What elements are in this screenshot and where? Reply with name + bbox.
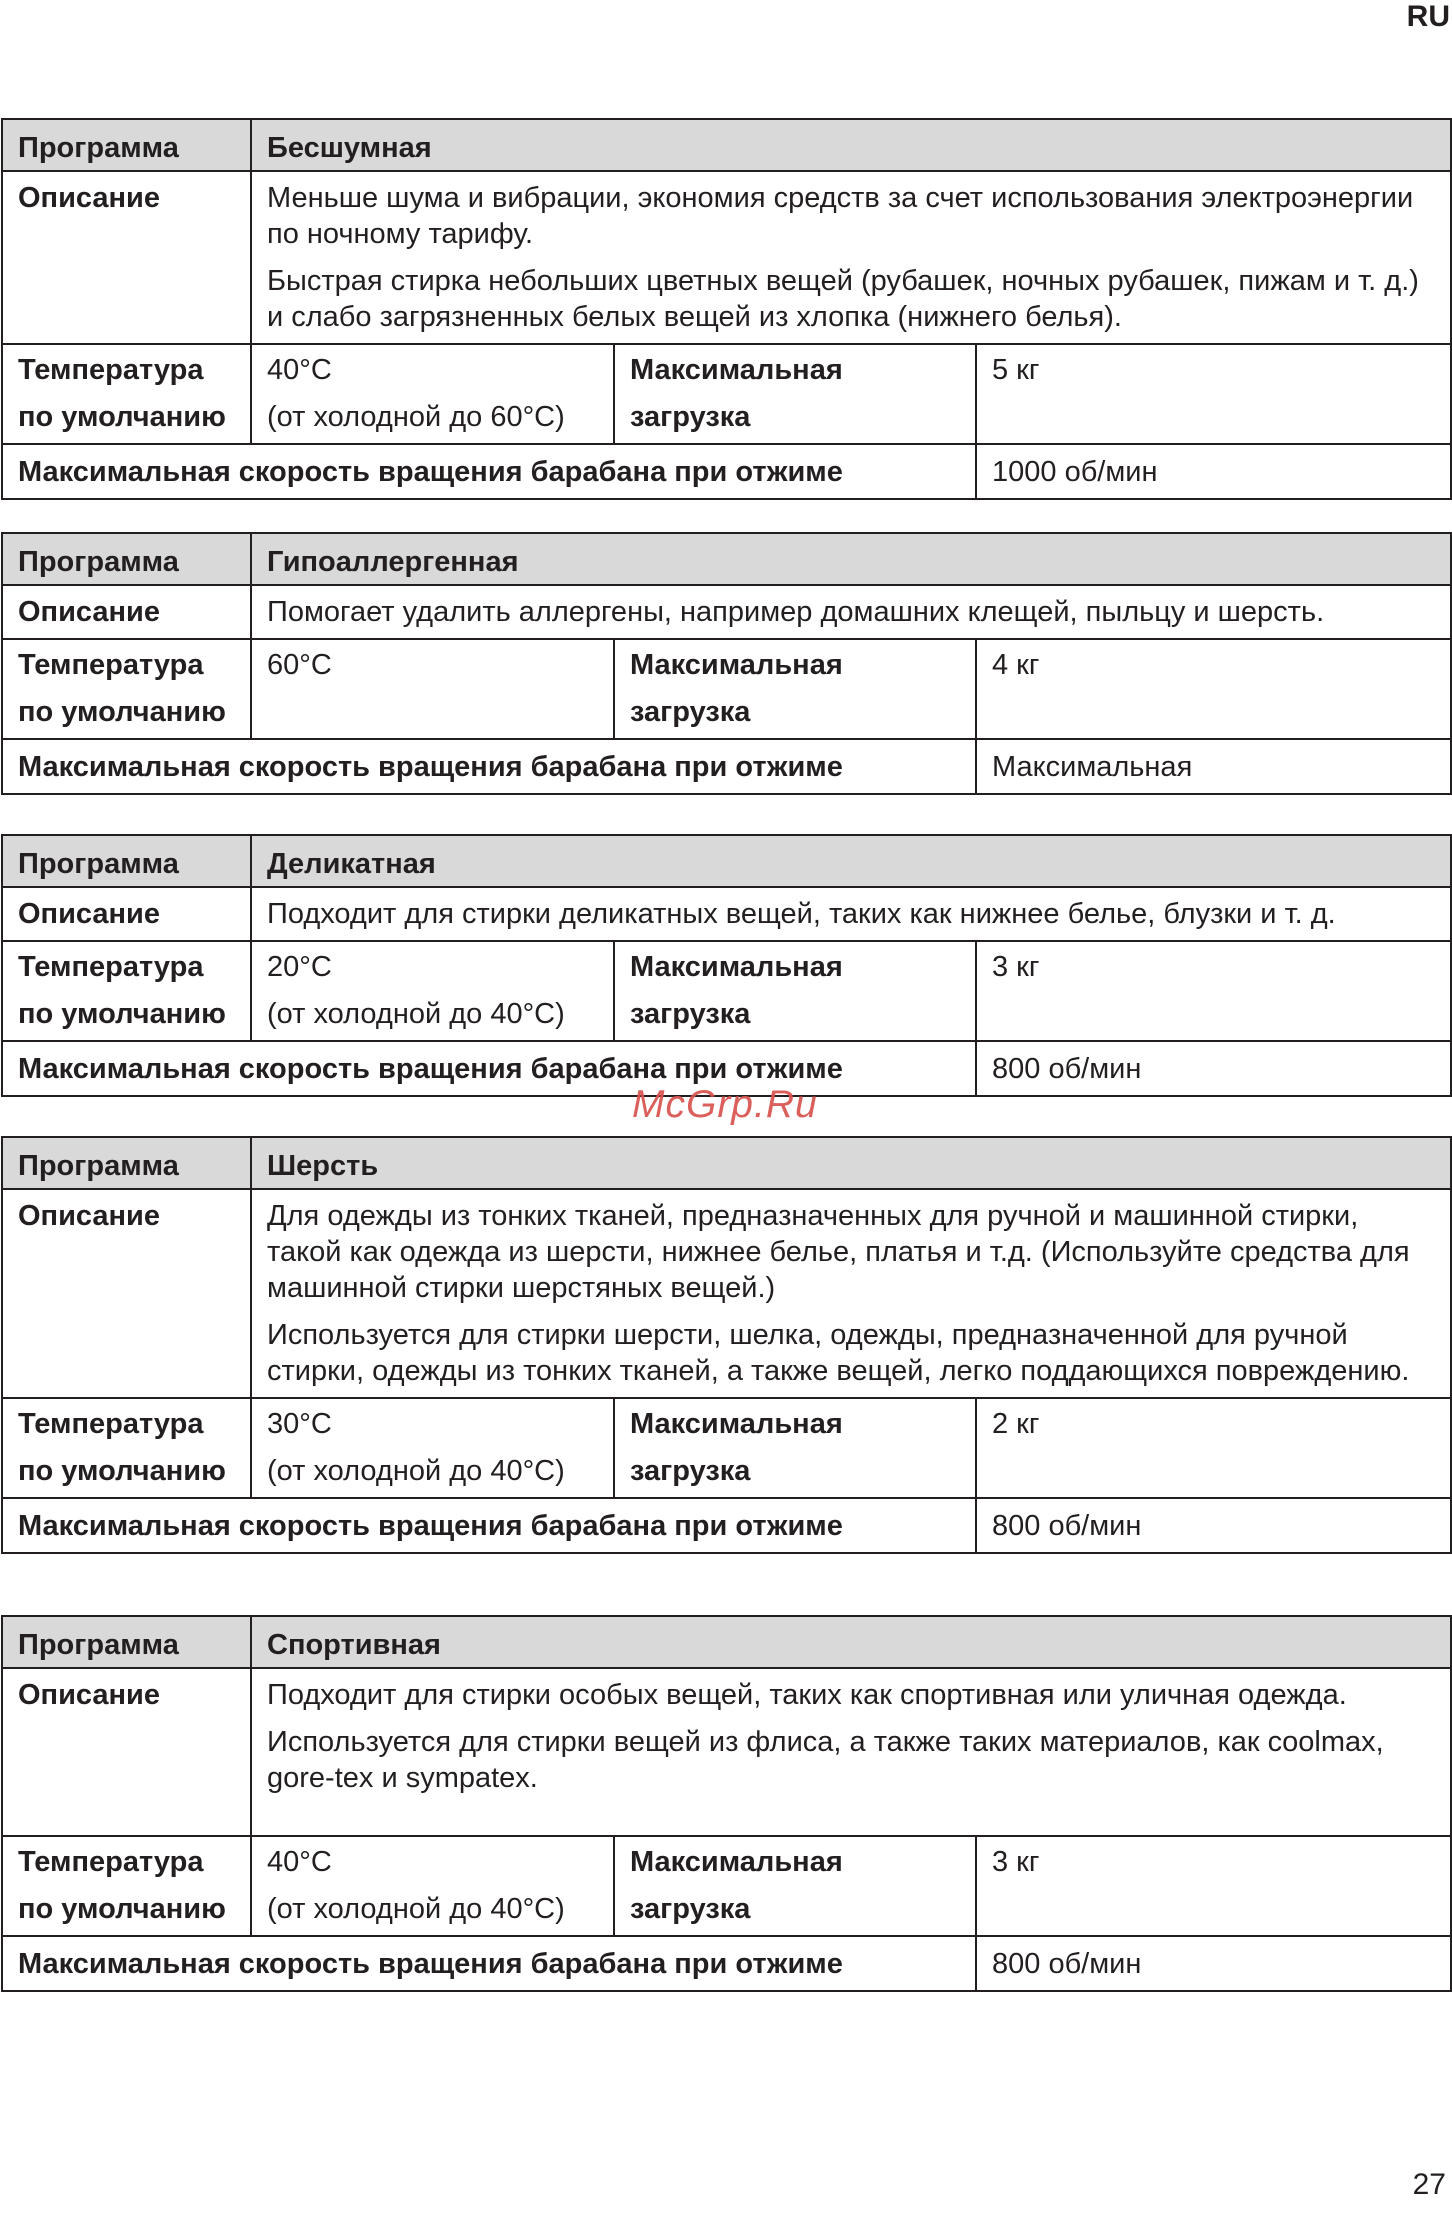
temperature-label-line1: Температура [18, 1408, 204, 1440]
temperature-label-line1: Температура [18, 951, 204, 983]
description-paragraph: Используется для стирки шерсти, шелка, одежды, предназначенной для ручной стирки, одежды из тонких тканей, а также вещей, легко поддающихся повреждению. [267, 1319, 1410, 1387]
temperature-label-line1: Температура [18, 1846, 204, 1878]
temperature-default: 30°C [267, 1408, 332, 1440]
max-load-label-line2: загрузка [630, 1893, 751, 1925]
spin-row [2, 444, 1451, 499]
program-name: Гипоаллергенная [251, 533, 1451, 585]
description-text [251, 585, 1451, 639]
program-row [2, 533, 1451, 585]
description-label: Описание [2, 1189, 251, 1398]
spin-row [2, 1936, 1451, 1991]
max-load-label-line2: загрузка [630, 401, 751, 433]
temperature-default: 40°C [267, 354, 332, 386]
temperature-value [251, 941, 614, 1041]
max-load-value: 2 кг [976, 1398, 1451, 1498]
spin-value: 800 об/мин [976, 1041, 1451, 1096]
max-load-value: 5 кг [976, 344, 1451, 444]
max-load-label-line1: Максимальная [630, 1408, 843, 1440]
temperature-label [2, 941, 251, 1041]
description-text [251, 1668, 1451, 1836]
spin-value: 800 об/мин [976, 1936, 1451, 1991]
description-paragraph: Для одежды из тонких тканей, предназначенных для ручной и машинной стирки, такой как одежда из шерсти, нижнее белье, платья и т.д. (Используйте средства для машинной стирки шерстяных вещей.) [267, 1200, 1410, 1304]
program-table [1, 1136, 1452, 1554]
temperature-row [2, 344, 1451, 444]
program-table [1, 118, 1452, 500]
temperature-label [2, 1836, 251, 1936]
temperature-row [2, 941, 1451, 1041]
temperature-label-line1: Температура [18, 354, 204, 386]
description-row [2, 1189, 1451, 1398]
program-row [2, 1616, 1451, 1668]
temperature-label [2, 639, 251, 739]
program-table [1, 532, 1452, 795]
description-row [2, 585, 1451, 639]
description-text [251, 887, 1451, 941]
temperature-label-line2: по умолчанию [18, 401, 226, 433]
temperature-value [251, 639, 614, 739]
spin-value: Максимальная [976, 739, 1451, 794]
watermark: McGrp.Ru [632, 1083, 818, 1126]
temperature-range: (от холодной до 40°C) [267, 1455, 565, 1487]
max-load-label [614, 1836, 976, 1936]
temperature-range: (от холодной до 60°C) [267, 401, 565, 433]
spin-label: Максимальная скорость вращения барабана при отжиме [2, 1498, 976, 1553]
max-load-label-line1: Максимальная [630, 649, 843, 681]
description-paragraph: Используется для стирки вещей из флиса, а также таких материалов, как coolmax, gore-tex и sympatex. [267, 1726, 1384, 1794]
description-label: Описание [2, 171, 251, 344]
description-paragraph: Помогает удалить аллергены, например домашних клещей, пыльцу и шерсть. [267, 596, 1325, 628]
temperature-range: (от холодной до 40°C) [267, 998, 565, 1030]
description-label: Описание [2, 1668, 251, 1836]
description-row [2, 1668, 1451, 1836]
spin-label: Максимальная скорость вращения барабана при отжиме [2, 1041, 976, 1096]
temperature-label-line2: по умолчанию [18, 1893, 226, 1925]
max-load-label-line2: загрузка [630, 998, 751, 1030]
max-load-value: 3 кг [976, 1836, 1451, 1936]
page-number: 27 [1412, 2168, 1446, 2201]
temperature-label [2, 1398, 251, 1498]
description-paragraph: Меньше шума и вибрации, экономия средств за счет использования электроэнергии по ночному тарифу. [267, 182, 1414, 250]
program-name: Шерсть [251, 1137, 1451, 1189]
description-text [251, 1189, 1451, 1398]
spin-label: Максимальная скорость вращения барабана при отжиме [2, 444, 976, 499]
program-table [1, 1615, 1452, 1992]
max-load-label-line1: Максимальная [630, 354, 843, 386]
temperature-label-line2: по умолчанию [18, 696, 226, 728]
temperature-row [2, 1398, 1451, 1498]
program-label: Программа [2, 119, 251, 171]
max-load-label [614, 639, 976, 739]
program-name: Спортивная [251, 1616, 1451, 1668]
temperature-value [251, 1836, 614, 1936]
max-load-value: 3 кг [976, 941, 1451, 1041]
program-table [1, 834, 1452, 1097]
description-text [251, 171, 1451, 344]
temperature-value [251, 344, 614, 444]
program-label: Программа [2, 1137, 251, 1189]
spin-label: Максимальная скорость вращения барабана при отжиме [2, 739, 976, 794]
description-row [2, 171, 1451, 344]
temperature-row [2, 1836, 1451, 1936]
temperature-default: 20°C [267, 951, 332, 983]
program-label: Программа [2, 835, 251, 887]
max-load-label-line2: загрузка [630, 696, 751, 728]
temperature-label [2, 344, 251, 444]
spin-row [2, 1498, 1451, 1553]
max-load-label [614, 1398, 976, 1498]
program-name: Бесшумная [251, 119, 1451, 171]
description-paragraph: Быстрая стирка небольших цветных вещей (рубашек, ночных рубашек, пижам и т. д.) и слабо загрязненных белых вещей из хлопка (нижнего белья). [267, 265, 1419, 333]
spin-label: Максимальная скорость вращения барабана при отжиме [2, 1936, 976, 1991]
max-load-label [614, 344, 976, 444]
temperature-default: 60°C [267, 649, 332, 681]
program-name: Деликатная [251, 835, 1451, 887]
program-label: Программа [2, 533, 251, 585]
temperature-value [251, 1398, 614, 1498]
spin-value: 800 об/мин [976, 1498, 1451, 1553]
max-load-value: 4 кг [976, 639, 1451, 739]
program-label: Программа [2, 1616, 251, 1668]
description-label: Описание [2, 887, 251, 941]
description-label: Описание [2, 585, 251, 639]
temperature-row [2, 639, 1451, 739]
max-load-label-line1: Максимальная [630, 1846, 843, 1878]
spin-value: 1000 об/мин [976, 444, 1451, 499]
temperature-label-line2: по умолчанию [18, 1455, 226, 1487]
program-row [2, 1137, 1451, 1189]
description-row [2, 887, 1451, 941]
description-paragraph: Подходит для стирки особых вещей, таких как спортивная или уличная одежда. [267, 1679, 1347, 1711]
max-load-label [614, 941, 976, 1041]
max-load-label-line2: загрузка [630, 1455, 751, 1487]
program-row [2, 835, 1451, 887]
program-row [2, 119, 1451, 171]
temperature-label-line2: по умолчанию [18, 998, 226, 1030]
language-code: RU [1406, 0, 1450, 33]
temperature-default: 40°C [267, 1846, 332, 1878]
description-paragraph: Подходит для стирки деликатных вещей, таких как нижнее белье, блузки и т. д. [267, 898, 1336, 930]
max-load-label-line1: Максимальная [630, 951, 843, 983]
temperature-label-line1: Температура [18, 649, 204, 681]
spin-row [2, 739, 1451, 794]
temperature-range: (от холодной до 40°C) [267, 1893, 565, 1925]
